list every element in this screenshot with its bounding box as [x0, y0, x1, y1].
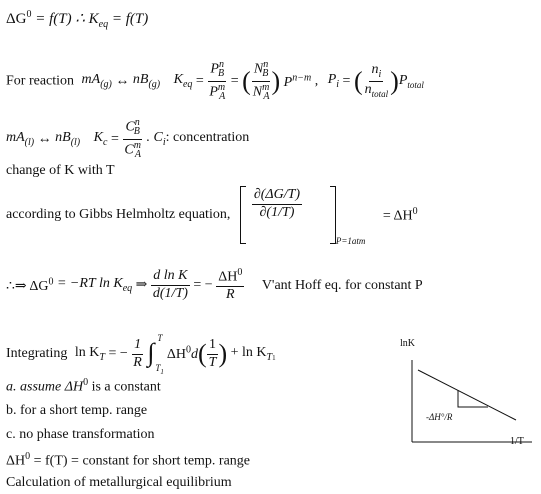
change-of-k-text: change of K with T: [6, 163, 115, 178]
one-over-r: [131, 338, 144, 370]
list-item-c: [6, 428, 155, 442]
kc-symbol: K: [93, 130, 103, 146]
eq-minus: = −: [193, 277, 213, 293]
gibbs-helmholtz-text: according to Gibbs Helmholtz equation,: [6, 207, 231, 222]
dh-r-fraction: $\frac{\Delta H^0}{R}$: [218, 267, 243, 303]
one-over-t-num: 1: [207, 338, 218, 355]
eq2-text: = f(T): [111, 11, 149, 27]
n-total: n: [364, 82, 372, 98]
k-eq-sub: eq: [182, 78, 193, 90]
list-a-tail: is a constant: [88, 379, 161, 395]
dh-num: ΔH: [218, 269, 238, 285]
ci-symbol: . C: [146, 130, 163, 146]
gh-rhs: = ΔH: [382, 208, 413, 224]
one-num: 1: [132, 338, 143, 355]
c-b: C: [125, 119, 135, 135]
line-1-equation: $\Delta G^0 = f(T)$ ∴ $K_{eq} = f(T)$: [6, 9, 149, 30]
dh-constant-text: = f(T) = constant for short temp. range: [33, 453, 251, 469]
ln-k-t: ln K: [74, 344, 100, 360]
vant-hoff-label: V'ant Hoff eq. for constant P: [261, 277, 423, 293]
c-exp-n: n: [134, 117, 140, 128]
ln-k-t-sub: T: [99, 351, 105, 363]
line-3-concentration: $mA_{(l)}$ ↔ $nB_{(l)}$ $K_c$ = $\frac{C^n_B}{C^m_A}$ . $C_i$: concentration: [6, 117, 250, 161]
sub-b-2: B: [262, 68, 269, 80]
one-over-t-den: T: [208, 354, 217, 370]
n-a: N: [252, 84, 263, 100]
p-ratio-fraction: [207, 60, 227, 103]
c-ratio-fraction: [122, 118, 143, 161]
eq1-text: = f(T) ∴ K: [35, 11, 99, 27]
plus-ln-k: + ln K: [230, 344, 267, 360]
p-total: P: [398, 72, 408, 88]
integrand-dh: ΔH: [166, 347, 186, 363]
integrand-d: d: [190, 347, 198, 363]
integral-sign: ∫ T $T_1$: [147, 333, 164, 376]
list-c-text: c. no phase transformation: [6, 427, 155, 442]
r-den-2: R: [133, 354, 142, 370]
gh-fraction: [252, 188, 302, 220]
exp-m: m: [217, 81, 226, 93]
n-total-sub: total: [371, 89, 389, 100]
plus-ln-k-sub: T: [266, 351, 273, 363]
line-5-gibbs-helmholtz: according to Gibbs Helmholtz equation, $\frac{\partial(\Delta G/T)}{\partial(1/T)}$ $P=1atm = \Delta H^0$: [6, 187, 418, 247]
c-sub-a: A: [134, 149, 142, 161]
exp-n-2: n: [263, 59, 269, 70]
line-2-reaction: For reaction $mA_{(g)}$ ↔ $nB_{(g)}$ $K_{eq}$ = $\frac{P^n_B}{P^m_A}$ = ( $\frac{N^n_B}{N^m_A}$ ) $P^{n-m}$ , $P_i$ = ( $\frac{n_i}{n_{total}}$ )$P_{total}$: [6, 59, 424, 103]
equilibrium-arrow: ↔: [115, 73, 130, 89]
r-den: R: [225, 287, 235, 303]
line-6-vant-hoff: ∴⇒ $\Delta G^0 = -RT$ $\ln K_{eq}$ ⇒ $\frac{\text{d ln K}}{d(1/T)}$ = − $\frac{\Delta H^0}{R}$ V'ant Hoff eq. for constant P: [6, 267, 423, 303]
p-total-sub: total: [407, 79, 424, 90]
sub-a-2: A: [263, 91, 270, 103]
n-i: n: [371, 62, 379, 78]
n-i-sub: i: [378, 68, 382, 80]
phase-g-b: (g): [148, 78, 161, 90]
gh-denominator: ∂(1/T): [259, 204, 295, 220]
phase-g-a: (g): [100, 78, 112, 90]
list-b-text: b. for a short temp. range: [6, 403, 148, 418]
phase-l-b: (l): [70, 136, 81, 148]
p-a: P: [209, 84, 218, 100]
reactant-a: mA: [81, 72, 101, 88]
dlnk-num: d ln K: [151, 269, 189, 286]
eq-sub: eq: [98, 19, 109, 30]
rt-ln-k-sub: eq: [122, 282, 133, 294]
c-exp-m: m: [133, 139, 141, 151]
n-ratio-fraction: [251, 60, 272, 103]
ci-sub: i: [162, 136, 166, 148]
one-over-t: [207, 338, 219, 370]
therefore-lead: ∴⇒ ΔG: [6, 278, 49, 294]
product-b: nB: [132, 72, 149, 88]
list-a-text: a. assume ΔH: [6, 379, 84, 395]
phase-l-a: (l): [24, 136, 35, 148]
equilibrium-arrow-2: ↔: [37, 131, 52, 147]
reaction-label: For reaction: [6, 73, 75, 89]
line-4-change-of-k: [6, 164, 115, 178]
int-upper: T: [157, 333, 163, 343]
rt-ln-k: = −RT ln K: [56, 276, 123, 292]
k-eq-symbol: K: [173, 72, 183, 88]
metallurgical-equilibrium-text: Calculation of metallurgical equilibrium: [6, 475, 232, 490]
kc-sub: c: [102, 136, 108, 148]
dh-symbol: ΔH: [6, 453, 26, 469]
sub-b: B: [217, 68, 225, 80]
n-b: N: [253, 61, 264, 77]
list-item-a: a. assume $\Delta H^0$ is a constant: [6, 377, 161, 395]
graph-x-label: 1/T: [510, 436, 524, 447]
concentration-note: : concentration: [165, 130, 250, 146]
graph-y-label: lnK: [400, 338, 415, 349]
line-last: [6, 476, 232, 490]
line-dh-constant: $\Delta H^0 = f(T)$ = constant for short temp. range: [6, 451, 251, 469]
graph-slope-label: -ΔH°/R: [426, 412, 453, 422]
p-i: P: [327, 72, 337, 88]
p-total-power: P: [283, 74, 293, 90]
c-sub-b: B: [133, 126, 140, 138]
int-lower-sub: 1: [160, 367, 164, 376]
sub-a: A: [219, 91, 226, 103]
p-i-sub: i: [336, 78, 340, 90]
pow-n-m: n−m: [292, 72, 312, 84]
integrating-label: Integrating: [6, 346, 68, 361]
dlnk-den: d(1/T): [152, 286, 188, 302]
product-b-l: nB: [55, 130, 71, 146]
c-a: C: [124, 142, 134, 158]
list-item-b: [6, 404, 147, 418]
p-b: P: [210, 61, 219, 77]
line-7-integrating: Integrating $\ln K_T$ = − $\frac{1}{R}$ ∫ T $T_1$ $\Delta H^0d$( $\frac{1}{T}$ ) + $\ln K_{T1}$: [6, 333, 276, 376]
gh-numerator: ∂(ΔG/T): [252, 188, 302, 205]
delta-g-symbol: ΔG: [6, 11, 27, 27]
lnk-vs-1t-graph: [392, 336, 538, 456]
exp-n: n: [218, 59, 224, 70]
exp-m-2: m: [262, 81, 270, 93]
integ-eq-minus: = −: [108, 346, 128, 361]
int-lower: T: [155, 363, 161, 373]
reactant-a-l: mA: [6, 130, 25, 146]
pressure-condition: P=1atm: [335, 236, 366, 247]
mole-fraction: [363, 63, 391, 100]
dlnk-fraction: [151, 269, 190, 301]
